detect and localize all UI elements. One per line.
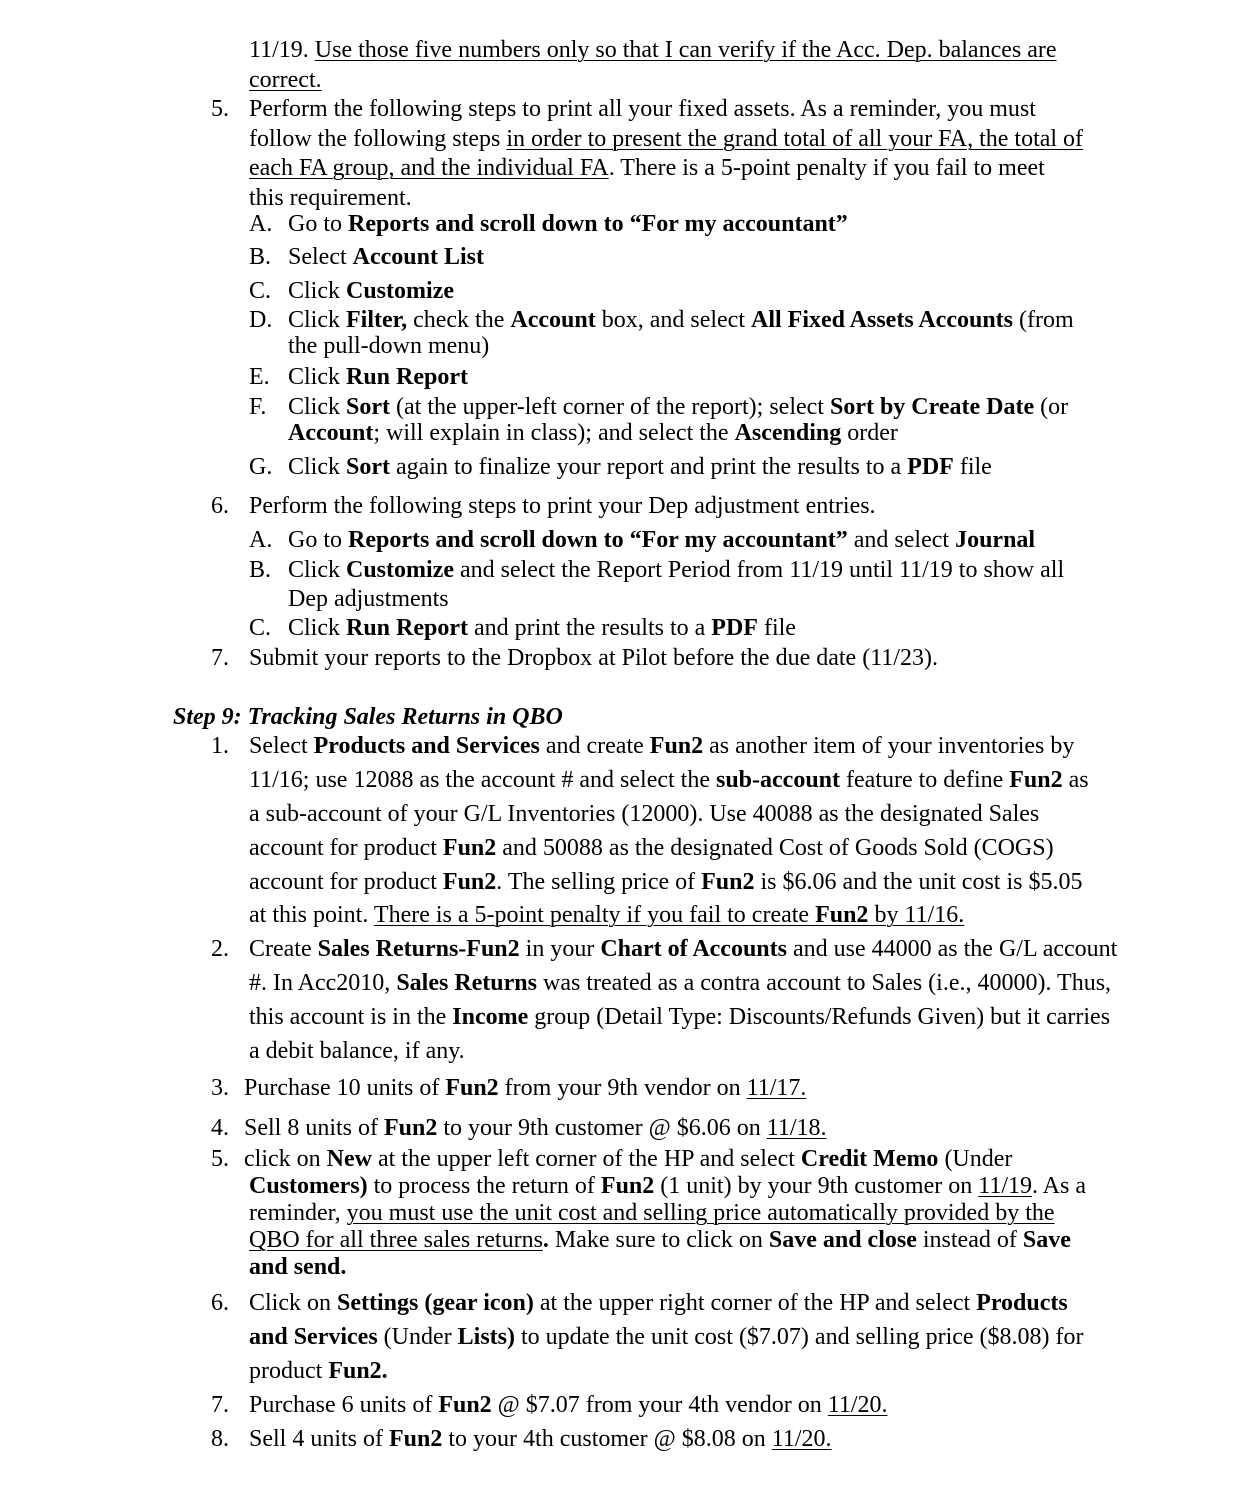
- list-number: 5.: [211, 96, 229, 122]
- text: box, and select: [595, 307, 751, 333]
- bold-text: Products: [976, 1290, 1068, 1316]
- text: 11/19.: [249, 37, 315, 63]
- underlined-bold-text: Fun2: [815, 902, 869, 928]
- underlined-text: 11/19: [978, 1173, 1032, 1199]
- underlined-text: QBO for all three sales returns: [249, 1227, 543, 1253]
- underlined-text: 11/20.: [827, 1392, 888, 1418]
- item7-text: Submit your reports to the Dropbox at Pilot before the due date (11/23).: [249, 645, 938, 671]
- text: to your 4th customer @ $8.08 on: [442, 1426, 772, 1452]
- text: is $6.06 and the unit cost is $5.05: [754, 869, 1083, 895]
- bold-text: Account: [288, 420, 374, 446]
- section-heading: Step 9: Tracking Sales Returns in QBO: [173, 704, 563, 730]
- text: (Under: [377, 1324, 458, 1350]
- text: at the upper right corner of the HP and select: [533, 1290, 977, 1316]
- text: and use 44000 as the G/L account: [786, 936, 1118, 962]
- underlined-text: by 11/16.: [868, 902, 965, 928]
- text: to your 9th customer @ $6.06 on: [437, 1115, 767, 1141]
- bold-text: Fun2: [442, 869, 497, 895]
- bold-text: Ascending: [734, 420, 842, 446]
- s2-line-3: [249, 1003, 1110, 1031]
- text: Purchase 6 units of: [249, 1392, 439, 1418]
- text: Click: [288, 364, 346, 390]
- bold-text: Journal: [955, 527, 1036, 553]
- s6-line-1: [249, 1289, 1068, 1317]
- list-number: 3.: [211, 1075, 229, 1101]
- sub-letter: B.: [249, 244, 272, 270]
- s1-line-4: [249, 834, 1054, 862]
- bold-text: Sort: [346, 394, 390, 420]
- s2-line-4: a debit balance, if any.: [249, 1038, 465, 1064]
- item6-A: [288, 526, 1035, 554]
- sub-letter: F.: [249, 394, 267, 420]
- list-number: 6.: [211, 1290, 229, 1316]
- bold-text: Sales Returns: [396, 970, 537, 996]
- text: and select the Report Period from 11/19 until 11/19 to show all: [453, 557, 1065, 583]
- underlined-text: 11/20.: [771, 1426, 832, 1452]
- s5-line-4: [249, 1226, 1071, 1254]
- text: Click: [288, 394, 346, 420]
- text: . The selling price of: [496, 869, 702, 895]
- text: Click: [288, 454, 346, 480]
- s1-line-6: [249, 901, 964, 929]
- item6-B-line-2: Dep adjustments: [288, 586, 449, 612]
- bold-text: Account: [510, 307, 596, 333]
- s6-line-2: [249, 1323, 1084, 1351]
- text: Purchase 10 units of: [244, 1075, 446, 1101]
- intro-line-2: [249, 66, 322, 94]
- item6-C: [288, 614, 796, 642]
- list-number: 1.: [211, 733, 229, 759]
- text: (from: [1013, 307, 1074, 333]
- text: click on: [244, 1146, 327, 1172]
- text: reminder,: [249, 1200, 347, 1226]
- text: and 50088 as the designated Cost of Goods Sold (COGS): [496, 835, 1054, 861]
- bold-text: Run Report: [346, 364, 469, 390]
- bold-text: Fun2: [1009, 767, 1063, 793]
- item5-A: [288, 210, 848, 238]
- text: ; will explain in class); and select the: [373, 420, 735, 446]
- bold-text: Sales Returns-Fun2: [317, 936, 520, 962]
- item5-line-4: this requirement.: [249, 185, 412, 211]
- s5-line-2: [249, 1172, 1086, 1200]
- sub-letter: D.: [249, 307, 273, 333]
- text: at the upper left corner of the HP and select: [371, 1146, 801, 1172]
- text: (or: [1034, 394, 1069, 420]
- bold-text: Customers): [249, 1173, 368, 1199]
- bold-text: Settings (gear icon): [337, 1290, 534, 1316]
- text: Go to: [288, 527, 348, 553]
- list-number: 7.: [211, 1392, 229, 1418]
- sub-letter: C.: [249, 278, 272, 304]
- item5-B: [288, 243, 484, 271]
- list-number: 4.: [211, 1115, 229, 1141]
- item6-B-line-1: [288, 556, 1064, 584]
- bold-text: Fun2.: [328, 1358, 388, 1384]
- text: in your: [519, 936, 601, 962]
- bold-text: Fun2: [600, 1173, 655, 1199]
- list-number: 8.: [211, 1426, 229, 1452]
- item5-F-line-2: [288, 419, 898, 447]
- text: Go to: [288, 211, 348, 237]
- sub-letter: E.: [249, 364, 270, 390]
- sub-letter: B.: [249, 557, 272, 583]
- s2-line-2: [249, 969, 1111, 997]
- text: Create: [249, 936, 318, 962]
- text: Click: [288, 278, 346, 304]
- bold-text: .: [542, 1227, 549, 1253]
- text: Select: [249, 733, 314, 759]
- s5-line-5: and send.: [249, 1254, 347, 1280]
- bold-text: Income: [452, 1004, 529, 1030]
- sub-letter: C.: [249, 615, 272, 641]
- text: Click: [288, 615, 346, 641]
- underlined-text: in order to present the grand total of all your FA, the total of: [506, 126, 1084, 152]
- text: to process the return of: [367, 1173, 601, 1199]
- text: Sell 4 units of: [249, 1426, 390, 1452]
- text: as another item of your inventories by: [703, 733, 1075, 759]
- bold-text: Products and Services: [313, 733, 540, 759]
- text: feature to define: [840, 767, 1010, 793]
- underlined-text: you must use the unit cost and selling price automatically provided by the: [346, 1200, 1055, 1226]
- s3-line: [244, 1074, 806, 1102]
- bold-text: Customize: [346, 278, 454, 304]
- item5-line-3: [249, 154, 1045, 182]
- s4-line: [244, 1114, 827, 1142]
- s7-line: [249, 1391, 888, 1419]
- s1-line-1: [249, 732, 1074, 760]
- text: (at the upper-left corner of the report); select: [390, 394, 830, 420]
- text: at this point.: [249, 902, 374, 928]
- text: account for product: [249, 835, 443, 861]
- bold-text: Fun2: [445, 1075, 499, 1101]
- bold-text: New: [326, 1146, 372, 1172]
- bold-text: Fun2: [649, 733, 704, 759]
- bold-text: Save: [1022, 1227, 1071, 1253]
- underlined-text: Use those five numbers only so that I can verify if the Acc. Dep. balances are: [314, 37, 1057, 63]
- s5-line-1: [244, 1145, 1012, 1173]
- s5-line-3: [249, 1199, 1055, 1227]
- text: @ $7.07 from your 4th vendor on: [491, 1392, 828, 1418]
- s8-line: [249, 1425, 832, 1453]
- bold-text: Account List: [352, 244, 484, 270]
- sub-letter: G.: [249, 454, 273, 480]
- bold-text: Chart of Accounts: [600, 936, 787, 962]
- item6-line-1: Perform the following steps to print your Dep adjustment entries.: [249, 493, 876, 519]
- text: and create: [539, 733, 650, 759]
- text: file: [757, 615, 796, 641]
- text: 11/16; use 12088 as the account # and select the: [249, 767, 716, 793]
- text: again to finalize your report and print the results to a: [390, 454, 908, 480]
- item5-F-line-1: [288, 393, 1068, 421]
- text: Click: [288, 307, 346, 333]
- bold-text: Reports and scroll down to “For my accountant”: [348, 211, 848, 237]
- s2-line-1: [249, 935, 1117, 963]
- text: and print the results to a: [468, 615, 712, 641]
- text: and select: [847, 527, 956, 553]
- bold-text: Fun2: [701, 869, 755, 895]
- text: Select: [288, 244, 353, 270]
- intro-line-1: [249, 36, 1057, 64]
- bold-text: Fun2: [389, 1426, 443, 1452]
- bold-text: and Services: [249, 1324, 378, 1350]
- text: from your 9th vendor on: [498, 1075, 747, 1101]
- item5-line-2: [249, 125, 1083, 153]
- item5-G: [288, 453, 992, 481]
- text: . There is a 5-point penalty if you fail to meet: [608, 155, 1045, 181]
- text: as: [1062, 767, 1089, 793]
- text: to update the unit cost ($7.07) and selling price ($8.08) for: [514, 1324, 1084, 1350]
- text: group (Detail Type: Discounts/Refunds Given) but it carries: [528, 1004, 1111, 1030]
- item5-C: [288, 277, 454, 305]
- s6-line-3: [249, 1357, 388, 1385]
- bold-text: Lists): [457, 1324, 515, 1350]
- text: file: [953, 454, 992, 480]
- bold-text: Credit Memo: [800, 1146, 939, 1172]
- bold-text: sub-account: [715, 767, 841, 793]
- bold-text: PDF: [907, 454, 954, 480]
- text: product: [249, 1358, 329, 1384]
- bold-text: Filter,: [346, 307, 408, 333]
- s1-line-3: a sub-account of your G/L Inventories (12000). Use 40088 as the designated Sales: [249, 801, 1040, 827]
- s1-line-2: [249, 766, 1089, 794]
- text: was treated as a contra account to Sales (i.e., 40000). Thus,: [536, 970, 1112, 996]
- sub-letter: A.: [249, 211, 273, 237]
- list-number: 6.: [211, 493, 229, 519]
- bold-text: Reports and scroll down to “For my accountant”: [348, 527, 848, 553]
- bold-text: Sort by Create Date: [829, 394, 1035, 420]
- text: . As a: [1032, 1173, 1086, 1199]
- bold-text: PDF: [711, 615, 758, 641]
- bold-text: Fun2: [384, 1115, 438, 1141]
- underlined-text: correct.: [249, 67, 322, 93]
- text: order: [841, 420, 898, 446]
- text: Click on: [249, 1290, 337, 1316]
- text: this account is in the: [249, 1004, 453, 1030]
- text: Make sure to click on: [548, 1227, 769, 1253]
- underlined-text: There is a 5-point penalty if you fail to create: [373, 902, 816, 928]
- underlined-text: 11/18.: [766, 1115, 827, 1141]
- item5-D-line-1: [288, 306, 1074, 334]
- text: follow the following steps: [249, 126, 507, 152]
- bold-text: Run Report: [346, 615, 469, 641]
- text: Click: [288, 557, 346, 583]
- text: account for product: [249, 869, 443, 895]
- text: (Under: [938, 1146, 1013, 1172]
- underlined-text: 11/17.: [746, 1075, 807, 1101]
- item5-line-1: Perform the following steps to print all your fixed assets. As a reminder, you must: [249, 96, 1036, 122]
- text: instead of: [916, 1227, 1023, 1253]
- text: Sell 8 units of: [244, 1115, 385, 1141]
- underlined-text: each FA group, and the individual FA: [249, 155, 609, 181]
- list-number: 2.: [211, 936, 229, 962]
- bold-text: Customize: [346, 557, 454, 583]
- bold-text: All Fixed Assets Accounts: [751, 307, 1014, 333]
- sub-letter: A.: [249, 527, 273, 553]
- text: check the: [407, 307, 511, 333]
- bold-text: Sort: [346, 454, 390, 480]
- bold-text: Save and close: [768, 1227, 917, 1253]
- list-number: 5.: [211, 1146, 229, 1172]
- s1-line-5: [249, 868, 1082, 896]
- item5-E: [288, 363, 468, 391]
- bold-text: Fun2: [438, 1392, 492, 1418]
- bold-text: Fun2: [442, 835, 497, 861]
- list-number: 7.: [211, 645, 229, 671]
- item5-D-line-2: the pull-down menu): [288, 333, 490, 359]
- text: (1 unit) by your 9th customer on: [654, 1173, 979, 1199]
- text: #. In Acc2010,: [249, 970, 397, 996]
